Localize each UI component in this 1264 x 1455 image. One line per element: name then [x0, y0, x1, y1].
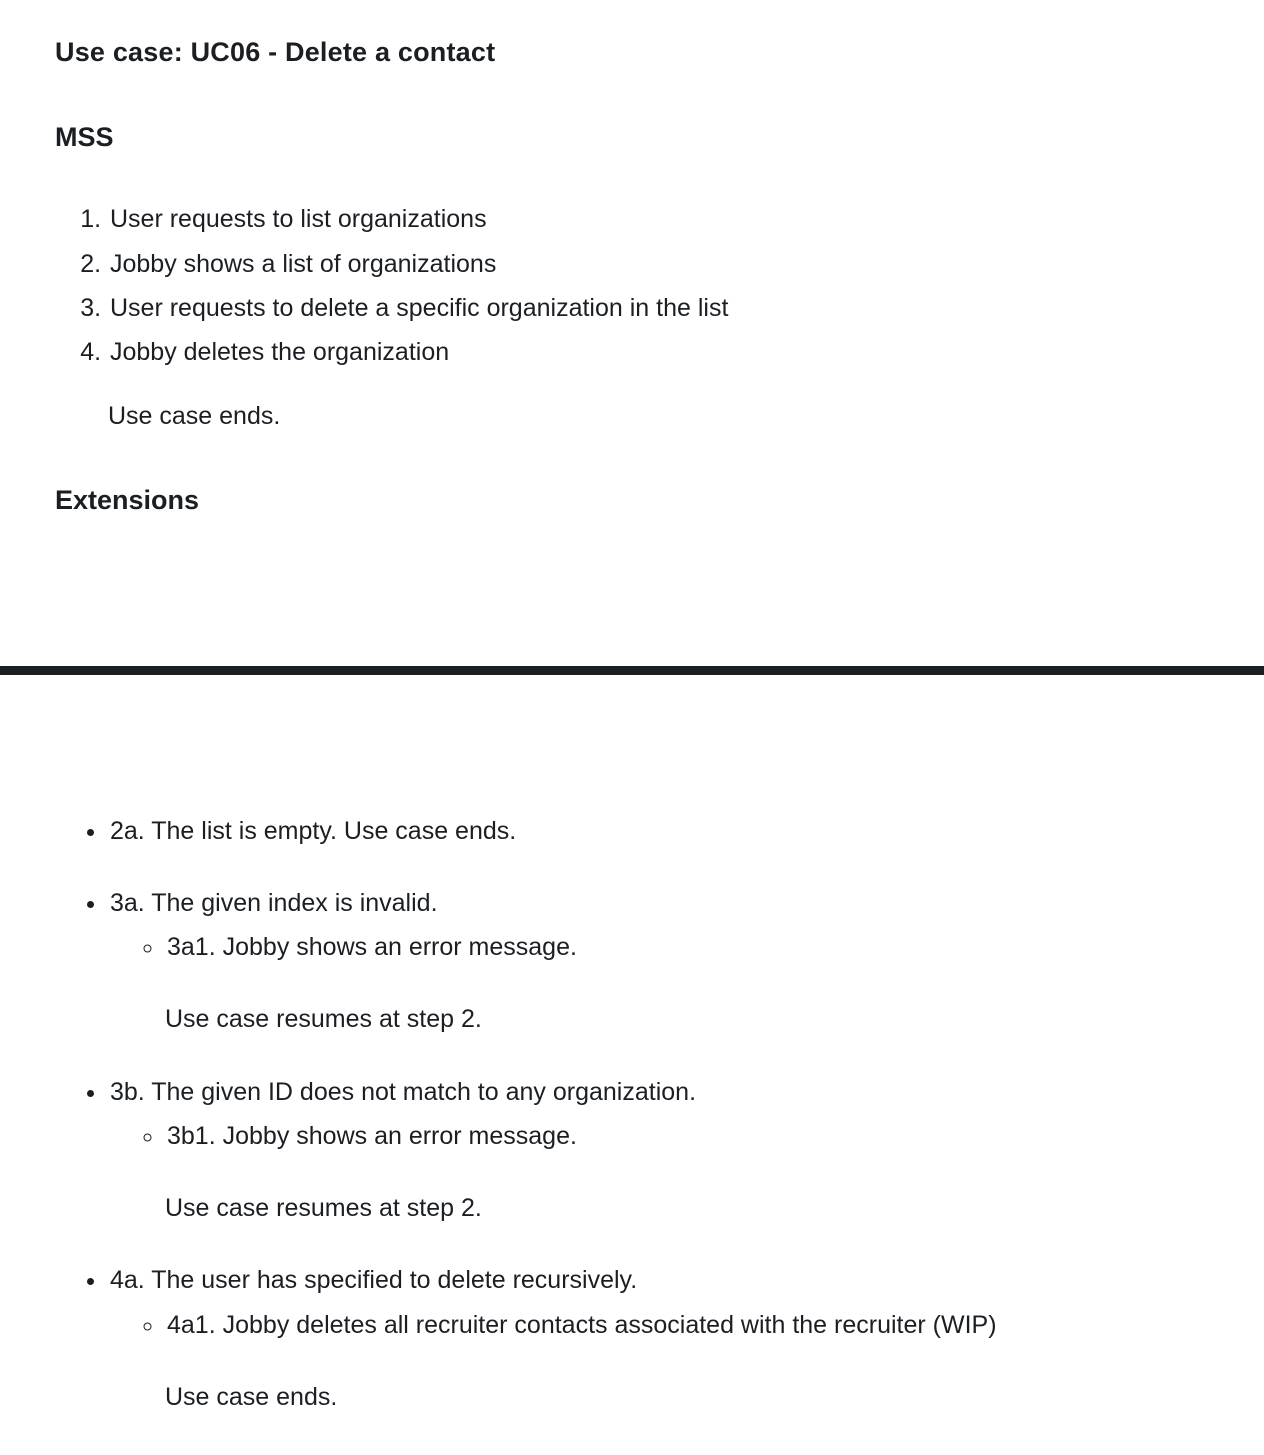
- mss-step: 2. Jobby shows a list of organizations: [108, 246, 1224, 282]
- extension-main-text: 3b. The given ID does not match to any organization.: [110, 1077, 697, 1106]
- extension-item: [108, 1262, 1224, 1415]
- extension-resume-note: Use case resumes at step 2.: [165, 1194, 482, 1223]
- mss-heading: MSS: [55, 122, 114, 153]
- mss-step: 4. Jobby deletes the organization: [108, 334, 1224, 370]
- extension-sub-list: [110, 929, 1224, 965]
- mss-step: 1. User requests to list organizations: [108, 201, 1224, 237]
- extension-main-text: 4a. The user has specified to delete recursively.: [110, 1266, 638, 1295]
- extensions-heading: Extensions: [55, 484, 200, 515]
- extension-sub-list: [110, 1307, 1224, 1343]
- extension-resume-note: Use case ends.: [165, 1382, 338, 1411]
- extension-sub-step: ◦ 4a1. Jobby deletes all recruiter contacts associated with the recruiter (WIP): [165, 1307, 1224, 1343]
- mss-end-note: Use case ends.: [108, 402, 281, 431]
- extension-main-text: 2a. The list is empty. Use case ends.: [110, 816, 517, 845]
- extension-main-text: 3a. The given index is invalid.: [110, 888, 438, 917]
- extension-sub-list: [110, 1118, 1224, 1154]
- extensions-list: [55, 813, 1224, 1416]
- extension-item: [108, 885, 1224, 1038]
- extension-resume-note: Use case resumes at step 2.: [165, 1005, 482, 1034]
- page-break-divider: [0, 666, 1264, 675]
- extension-item: [108, 1074, 1224, 1227]
- mss-step: 3. User requests to delete a specific organization in the list: [108, 290, 1224, 326]
- use-case-title: Use case: UC06 - Delete a contact: [55, 37, 496, 67]
- extension-sub-step: ◦ 3b1. Jobby shows an error message.: [165, 1118, 1224, 1154]
- extension-item: [108, 813, 1224, 849]
- extension-sub-step: ◦ 3a1. Jobby shows an error message.: [165, 929, 1224, 965]
- mss-step-list: [55, 201, 1224, 370]
